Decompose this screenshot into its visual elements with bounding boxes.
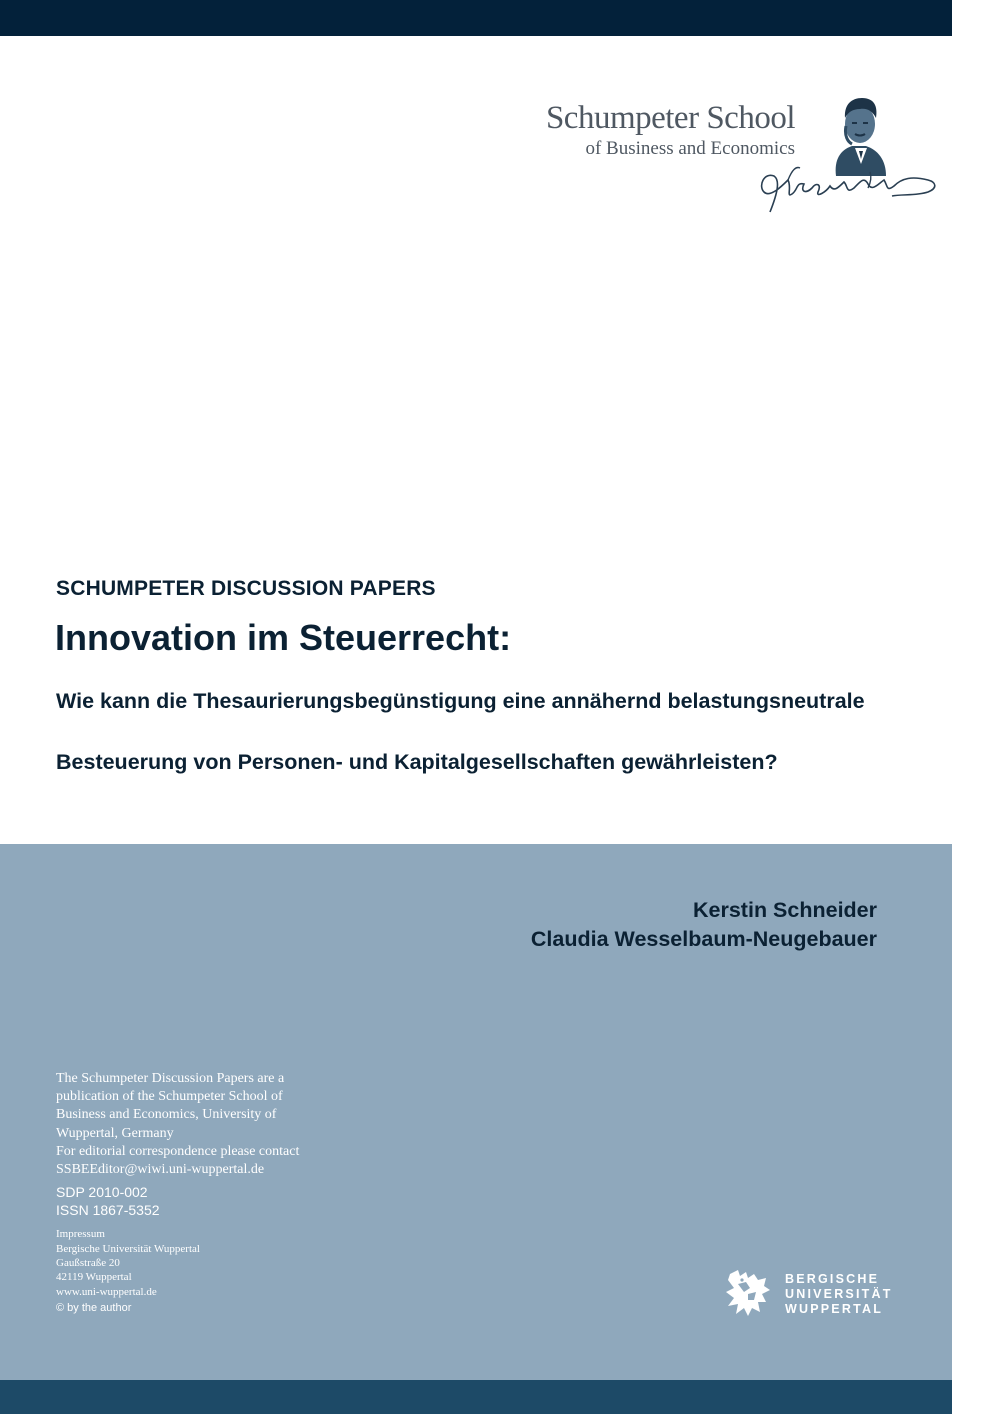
- paper-subtitle-line-1: Wie kann die Thesaurierungsbegünstigung eine annähernd belastungsneutrale: [56, 689, 865, 713]
- publication-note: [56, 1070, 376, 1179]
- impressum-line: 42119 Wuppertal: [56, 1271, 132, 1284]
- logo-school-subtitle: of Business and Economics: [585, 138, 795, 159]
- university-name: [785, 1272, 893, 1317]
- impressum-line: Impressum: [56, 1228, 105, 1241]
- university-name-line: WUPPERTAL: [785, 1302, 884, 1316]
- paper-subtitle-line-2: Besteuerung von Personen- und Kapitalgesellschaften gewährleisten?: [56, 750, 778, 774]
- author-name: Claudia Wesselbaum-Neugebauer: [530, 927, 877, 951]
- bottom-bar: [0, 1380, 952, 1414]
- publication-note-line: Business and Economics, University of: [56, 1107, 277, 1123]
- issn-number: ISSN 1867-5352: [56, 1202, 160, 1219]
- top-bar: [0, 0, 952, 36]
- series-name: SCHUMPETER DISCUSSION PAPERS: [56, 577, 436, 600]
- sdp-number: SDP 2010-002: [56, 1184, 148, 1201]
- author-list: [531, 896, 877, 954]
- publication-note-line: The Schumpeter Discussion Papers are a: [56, 1071, 285, 1086]
- logo-school-name: Schumpeter School: [545, 100, 795, 136]
- copyright: © by the author: [56, 1302, 132, 1315]
- page-margin: [952, 0, 1000, 1414]
- schumpeter-signature-icon: [752, 162, 942, 218]
- impressum: [56, 1227, 376, 1299]
- impressum-line: Bergische Universität Wuppertal: [56, 1242, 200, 1255]
- university-name-line: BERGISCHE: [785, 1272, 880, 1286]
- publication-note-line: For editorial correspondence please contact: [56, 1143, 300, 1159]
- publication-info: [56, 1070, 376, 1314]
- schumpeter-school-logo: [540, 96, 950, 226]
- university-name-line: UNIVERSITÄT: [785, 1287, 893, 1301]
- impressum-line: www.uni-wuppertal.de: [56, 1285, 157, 1298]
- author-name: Kerstin Schneider: [693, 898, 877, 922]
- publication-note-line: Wuppertal, Germany: [56, 1125, 174, 1141]
- university-logo: [724, 1268, 924, 1322]
- paper-title: Innovation im Steuerrecht:: [55, 617, 512, 658]
- editor-email: SSBEEditor@wiwi.uni-wuppertal.de: [56, 1162, 265, 1178]
- impressum-line: Gaußstraße 20: [56, 1257, 120, 1270]
- paper-identifiers: [56, 1183, 376, 1219]
- publication-note-line: publication of the Schumpeter School of: [56, 1089, 283, 1105]
- buw-lion-icon: [724, 1268, 772, 1318]
